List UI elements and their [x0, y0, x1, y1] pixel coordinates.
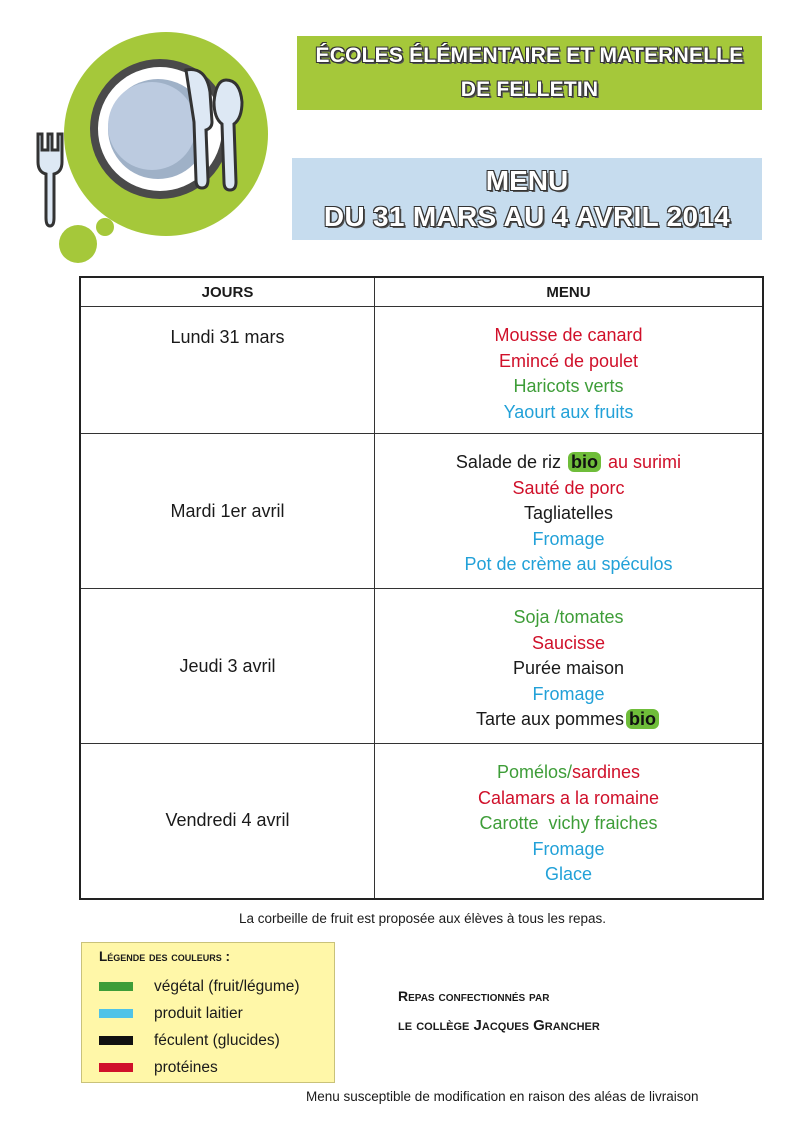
dish-item: Emincé de poulet	[498, 350, 639, 371]
legend-item	[99, 973, 334, 1000]
table-row	[80, 744, 763, 899]
column-header-menu: MENU	[375, 277, 764, 307]
menu-title: MENU	[485, 165, 569, 196]
dish-item: Fromage	[532, 528, 605, 549]
legend-label: protéines	[154, 1058, 218, 1076]
legend-label: produit laitier	[154, 1004, 243, 1022]
table-row	[80, 434, 763, 589]
restaurant-logo	[28, 22, 268, 267]
legend-item	[99, 1054, 334, 1081]
school-name-line1: ÉCOLES ÉLÉMENTAIRE ET MATERNELLE	[315, 44, 744, 67]
school-banner	[297, 36, 762, 110]
menu-date-range: DU 31 MARS AU 4 AVRIL 2014	[323, 201, 731, 232]
legend-swatch-blue	[99, 1009, 133, 1018]
table-row	[80, 589, 763, 744]
dish-item: Tagliatelles	[523, 503, 614, 523]
dish-item	[376, 707, 761, 733]
dish-item: Mousse de canard	[494, 325, 643, 345]
legend-swatch-red	[99, 1063, 133, 1072]
dish-text: Pomélos/	[496, 762, 572, 782]
dish-item: Saucisse	[531, 632, 606, 653]
dish-item: Calamars a la romaine	[477, 787, 660, 808]
dishes-cell	[375, 744, 764, 899]
dish-item: Carotte vichy fraiches	[479, 813, 658, 833]
day-cell: Jeudi 3 avril	[80, 589, 375, 744]
day-cell: Mardi 1er avril	[80, 434, 375, 589]
dish-item: Soja /tomates	[513, 607, 624, 627]
dishes-cell	[375, 434, 764, 589]
dishes-cell	[375, 589, 764, 744]
day-cell: Lundi 31 mars	[80, 307, 375, 434]
table-row	[80, 307, 763, 434]
menu-table	[79, 276, 764, 900]
table-header-row	[80, 277, 763, 307]
dishes-cell	[375, 307, 764, 434]
menu-title-banner	[292, 158, 762, 240]
dish-item: Glace	[544, 864, 593, 884]
bio-badge: bio	[626, 709, 659, 729]
dish-item: Purée maison	[512, 658, 625, 678]
column-header-days: JOURS	[80, 277, 375, 307]
prepared-by-line2: le collège Jacques Grancher	[398, 1017, 600, 1034]
dish-item: Fromage	[532, 683, 605, 704]
legend-item	[99, 1027, 334, 1054]
bio-badge: bio	[568, 452, 601, 472]
school-name-line2: DE FELLETIN	[460, 78, 599, 101]
dish-item	[376, 760, 761, 786]
legend-swatch-green	[99, 982, 133, 991]
day-cell: Vendredi 4 avril	[80, 744, 375, 899]
legend-item	[99, 1000, 334, 1027]
dish-item: Sauté de porc	[512, 477, 625, 498]
legend-title: Légende des couleurs :	[99, 949, 231, 964]
dish-text: Salade de riz	[455, 452, 561, 472]
legend-swatch-black	[99, 1036, 133, 1045]
dish-item: Fromage	[532, 838, 605, 859]
legend-label: féculent (glucides)	[154, 1031, 280, 1049]
dish-item: Haricots verts	[513, 376, 624, 396]
dish-item	[376, 450, 761, 476]
footer-disclaimer: Menu susceptible de modification en raison des aléas de livraison	[306, 1089, 699, 1104]
fruit-basket-note: La corbeille de fruit est proposée aux élèves à tous les repas.	[239, 911, 606, 926]
dish-text: Tarte aux pommes	[475, 709, 625, 729]
dish-suffix: sardines	[572, 762, 641, 782]
dish-item: Pot de crème au spéculos	[464, 554, 673, 574]
dish-suffix: au surimi	[608, 452, 682, 472]
color-legend	[81, 942, 335, 1083]
prepared-by-line1: Repas confectionnés par	[398, 988, 550, 1004]
legend-label: végétal (fruit/légume)	[154, 977, 300, 995]
dish-item: Yaourt aux fruits	[503, 401, 634, 422]
prepared-by	[398, 982, 600, 1040]
